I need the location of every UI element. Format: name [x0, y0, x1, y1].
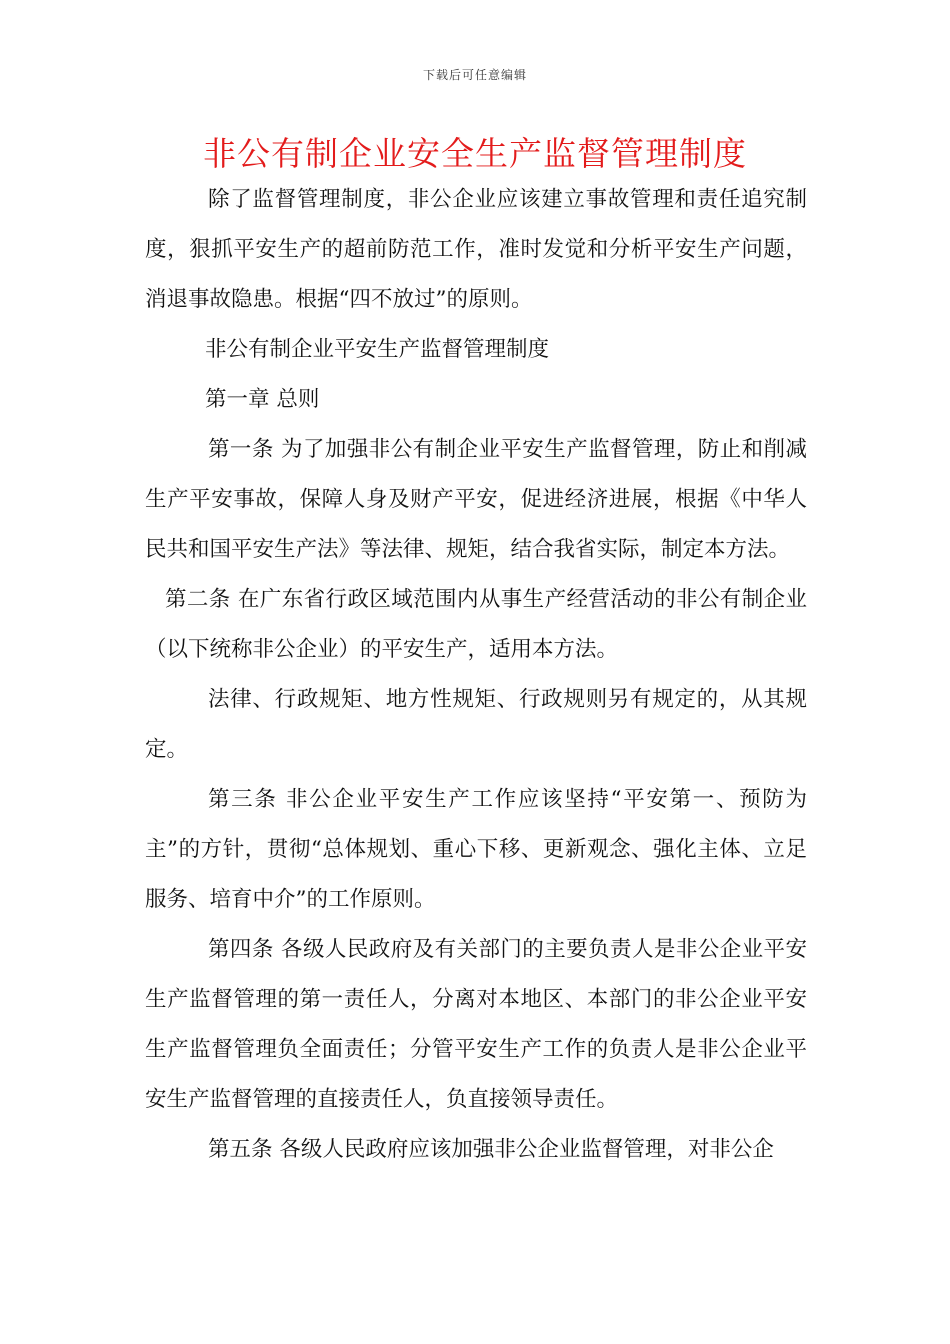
- header-note: 下载后可任意编辑: [422, 68, 527, 82]
- paragraph-subtitle: 非公有制企业平安生产监督管理制度: [205, 337, 550, 362]
- article-2-note: 法律、行政规矩、地方性规矩、行政规则另有规定的，从其规定。: [145, 687, 807, 762]
- paragraph-intro: 除了监督管理制度，非公企业应该建立事故管理和责任追究制度，狠抓平安生产的超前防范工作，准时发觉和分析平安生产问题，消退事故隐患。根据“四不放过”的原则。: [145, 187, 807, 312]
- article-5: 第五条 各级人民政府应该加强非公企业监督管理，对非公企: [208, 1137, 774, 1162]
- article-1: 第一条 为了加强非公有制企业平安生产监督管理，防止和削减生产平安事故，保障人身及财产平安，促进经济进展，根据《中华人民共和国平安生产法》等法律、规矩，结合我省实际，制定本方法。: [145, 437, 807, 562]
- article-3: 第三条 非公企业平安生产工作应该坚持“平安第一、预防为主”的方针，贯彻“总体规划、重心下移、更新观念、强化主体、立足服务、培育中介”的工作原则。: [145, 787, 807, 912]
- document-body: [145, 175, 807, 1175]
- article-4: 第四条 各级人民政府及有关部门的主要负责人是非公企业平安生产监督管理的第一责任人，分离对本地区、本部门的非公企业平安生产监督管理负全面责任；分管平安生产工作的负责人是非公企业平安生产监督管理的直接责任人，负直接领导责任。: [145, 937, 807, 1112]
- article-2: 第二条 在广东省行政区域范围内从事生产经营活动的非公有制企业（以下统称非公企业）的平安生产，适用本方法。: [145, 587, 807, 662]
- document-title: 非公有制企业安全生产监督管理制度: [203, 134, 747, 173]
- chapter-heading: 第一章 总则: [205, 387, 320, 412]
